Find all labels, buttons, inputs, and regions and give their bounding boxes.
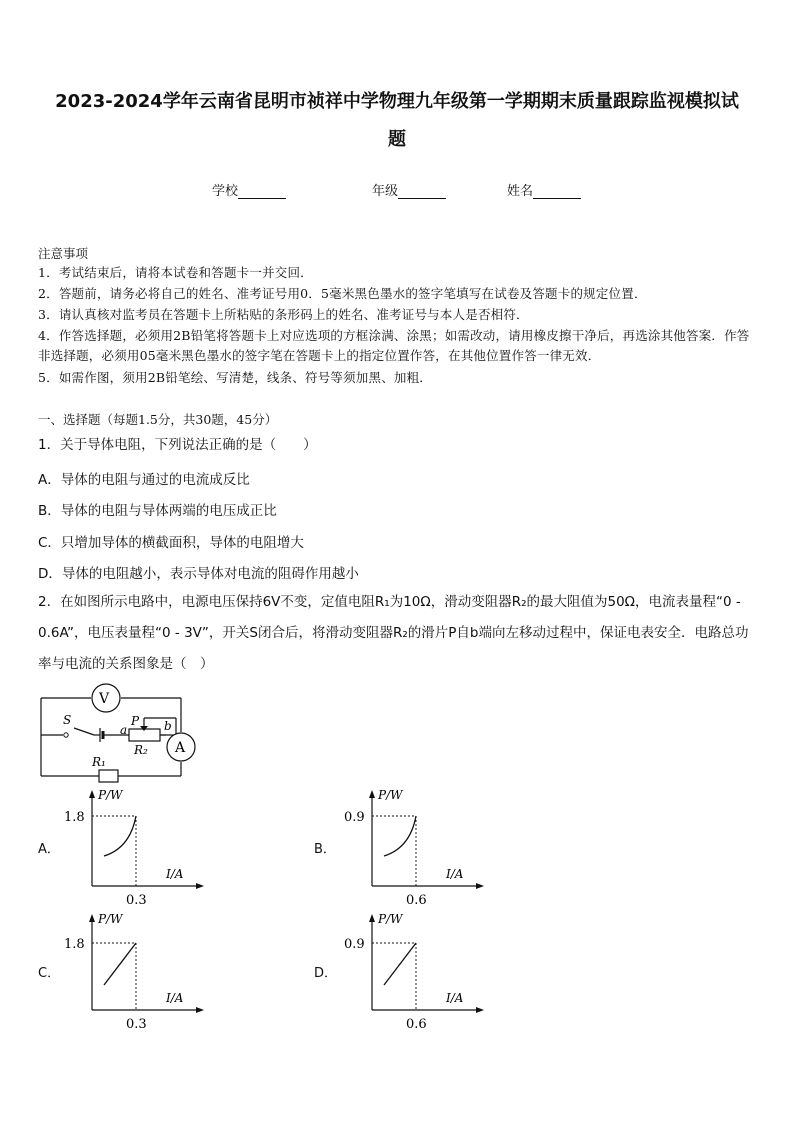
name-field xyxy=(507,180,581,199)
x-value-label: 0.6 xyxy=(406,893,427,908)
ammeter-label: A xyxy=(175,740,186,756)
slider-label: P xyxy=(131,714,140,728)
school-label: 学校 xyxy=(212,184,239,199)
note-item: 3．请认真核对监考员在答题卡上所粘贴的条形码上的姓名、准考证号与本人是否相符． xyxy=(38,307,529,322)
q2-graph-b xyxy=(338,786,488,910)
note-item: 5．如需作图，须用2B铅笔绘、写清楚，线条、符号等须加黑、加粗． xyxy=(38,370,432,385)
x-axis-label: I/A xyxy=(446,991,464,1005)
end-a-label: a xyxy=(120,723,128,737)
section-heading: 一、选择题（每题1.5分，共30题，45分） xyxy=(38,412,278,427)
name-blank xyxy=(533,184,581,199)
q2-option-b-label: B． xyxy=(314,842,336,857)
notes-heading: 注意事项 xyxy=(38,246,89,261)
q2-option-d-label: D． xyxy=(314,966,338,981)
note-item: 1．考试结束后，请将本试卷和答题卡一并交回． xyxy=(38,265,313,280)
y-axis-label: P/W xyxy=(98,912,123,926)
x-value-label: 0.6 xyxy=(406,1017,427,1032)
q2-graph-d xyxy=(338,910,488,1034)
page-title-continued: 题 xyxy=(388,129,406,150)
grade-label: 年级 xyxy=(372,184,399,199)
school-blank xyxy=(238,184,286,199)
page-title: 2023-2024学年云南省昆明市祯祥中学物理九年级第一学期期末质量跟踪监视模拟试 xyxy=(55,91,739,112)
end-b-label: b xyxy=(164,719,172,733)
y-value-label: 0.9 xyxy=(344,810,365,825)
q1-option-a: A．导体的电阻与通过的电流成反比 xyxy=(38,472,250,488)
x-axis-label: I/A xyxy=(446,867,464,881)
x-value-label: 0.3 xyxy=(126,893,147,908)
q1-option-b: B．导体的电阻与导体两端的电压成正比 xyxy=(38,503,277,519)
grade-field xyxy=(372,180,446,199)
q1-option-c: C．只增加导体的横截面积，导体的电阻增大 xyxy=(38,535,304,551)
y-axis-label: P/W xyxy=(98,788,123,802)
r1-label: R₁ xyxy=(92,755,106,769)
r2-label: R₂ xyxy=(134,743,148,757)
note-item: 4．作答选择题，必须用2B铅笔将答题卡上对应选项的方框涂满、涂黑；如需改动，请用橡皮擦干净后，再选涂其他答案．作答非选择题，必须用05毫米黑色墨水的签字笔在答题卡上的指定位置作答，在其他位置作答一律无效． xyxy=(38,328,750,363)
switch-label: S xyxy=(63,713,72,727)
q2-option-c-label: C． xyxy=(38,966,61,981)
x-axis-label: I/A xyxy=(166,991,184,1005)
name-label: 姓名 xyxy=(507,184,534,199)
y-axis-label: P/W xyxy=(378,788,403,802)
q2-graph-a xyxy=(58,786,208,910)
y-value-label: 0.9 xyxy=(344,937,365,952)
y-value-label: 1.8 xyxy=(64,810,85,825)
question-2-stem: 2．在如图所示电路中，电源电压保持6V不变，定值电阻R₁为10Ω，滑动变阻器R₂的最大阻值为50Ω，电流表量程“0 - 0.6A”，电压表量程“0 - 3V”，开关S闭合后，将滑动变阻器R₂的滑片P自b端向左移动过程中，保证电表安全．电路总功率与电流的关系图象是（ ） xyxy=(38,594,749,672)
q1-option-d: D．导体的电阻越小，表示导体对电流的阻碍作用越小 xyxy=(38,566,359,582)
circuit-diagram xyxy=(36,682,206,786)
grade-blank xyxy=(398,184,446,199)
q2-graph-c xyxy=(58,910,208,1034)
voltmeter-label: V xyxy=(99,691,110,707)
x-axis-label: I/A xyxy=(166,867,184,881)
school-field xyxy=(212,180,286,199)
y-axis-label: P/W xyxy=(378,912,403,926)
note-item: 2．答题前，请务必将自己的姓名、准考证号用0．5毫米黑色墨水的签字笔填写在试卷及答题卡的规定位置． xyxy=(38,286,647,301)
q2-option-a-label: A． xyxy=(38,842,60,857)
y-value-label: 1.8 xyxy=(64,937,85,952)
question-1-stem: 1．关于导体电阻，下列说法正确的是（ ） xyxy=(38,437,317,453)
x-value-label: 0.3 xyxy=(126,1017,147,1032)
